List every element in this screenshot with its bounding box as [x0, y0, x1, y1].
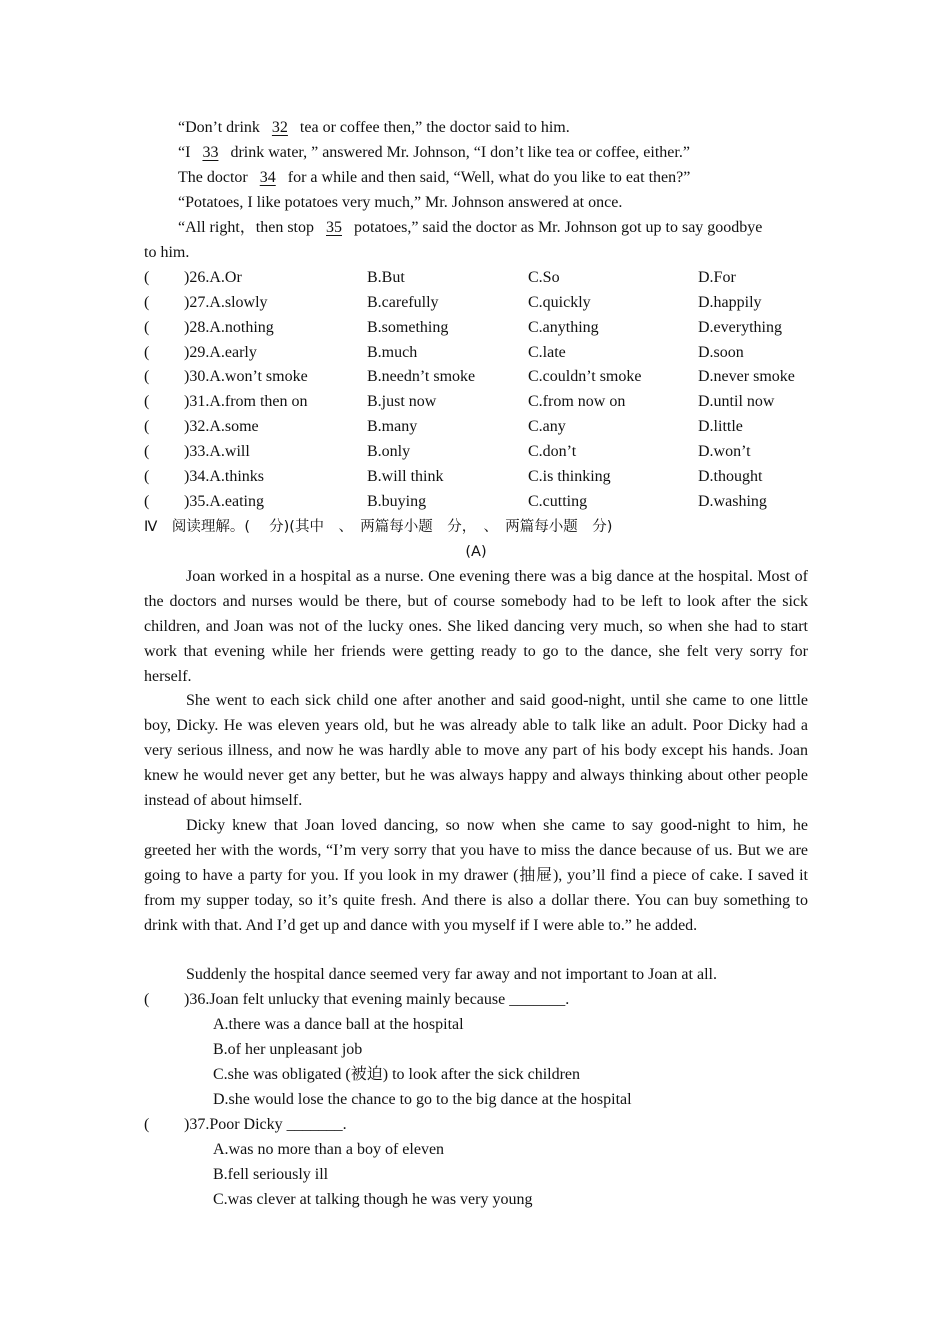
dialogue-text: “I — [178, 144, 191, 161]
section-heading: Ⅳ 阅读理解。( 分)(其中 、 两篇每小题 分， 、 两篇每小题 分) — [144, 519, 613, 535]
option-c: C.So — [528, 269, 560, 286]
question-choice: B.fell seriously ill — [213, 1166, 329, 1183]
option-a: )32.A.some — [184, 418, 259, 435]
cloze-blank: 33 — [202, 144, 219, 161]
cloze-blank: 34 — [259, 169, 276, 186]
option-d: D.For — [698, 269, 736, 286]
option-b: B.only — [367, 443, 411, 460]
dialogue-text: potatoes,” said the doctor as Mr. Johnson got up to say goodbye — [354, 219, 763, 236]
option-b: B.buying — [367, 493, 427, 510]
answer-paren[interactable]: ( — [144, 443, 150, 460]
dialogue-line — [144, 243, 808, 263]
question-text: )37.Poor Dicky _______. — [184, 1116, 347, 1133]
answer-paren[interactable]: ( — [144, 319, 150, 336]
dialogue-text: to him. — [144, 244, 190, 261]
cloze-blank: 32 — [271, 119, 288, 136]
question-choice: B.of her unpleasant job — [213, 1041, 363, 1058]
option-c: C.is thinking — [528, 468, 611, 485]
option-a: )34.A.thinks — [184, 468, 264, 485]
option-d: D.washing — [698, 493, 767, 510]
dialogue-text: tea or coffee then,” the doctor said to him. — [299, 119, 570, 136]
option-c: C.don’t — [528, 443, 577, 460]
answer-paren[interactable]: ( — [144, 493, 150, 510]
question-choice: C.she was obligated (被迫) to look after the sick children — [213, 1066, 581, 1083]
option-b: B.carefully — [367, 294, 439, 311]
dialogue-line — [178, 218, 808, 238]
option-c: C.from now on — [528, 393, 626, 410]
option-a: )35.A.eating — [184, 493, 264, 510]
option-b: B.will think — [367, 468, 444, 485]
option-c: C.any — [528, 418, 566, 435]
dialogue-line — [178, 168, 808, 188]
passage-paragraph: Joan worked in a hospital as a nurse. One evening there was a big dance at the hospital. Most of the doctors and nurses would be there, but of course somebody had to be left to look after the sick children, and Joan was not of the lucky ones. She liked dancing very much, so when she had to start work that evening while her friends were getting ready to go to the dance, she felt very sorry for herself. — [144, 568, 808, 685]
option-a: )29.A.early — [184, 344, 257, 361]
option-a: )31.A.from then on — [184, 393, 308, 410]
answer-paren[interactable]: ( — [144, 418, 150, 435]
dialogue-text: “Potatoes, I like potatoes very much,” Mr. Johnson answered at once. — [178, 194, 623, 211]
option-c: C.cutting — [528, 493, 588, 510]
option-d: D.little — [698, 418, 743, 435]
option-c: C.couldn’t smoke — [528, 368, 642, 385]
option-d: D.won’t — [698, 443, 751, 460]
passage-paragraph: Dicky knew that Joan loved dancing, so now when she came to say good-night to him, he greeted her with the words, “I’m very sorry that you have to miss the dance because of us. But we are going to have a party for you. If you look in my drawer (抽屉), you’ll find a piece of cake. I saved it from my supper today, so it’s quite fresh. And there is also a dollar there. You can buy something to drink with that. And I’d get up and dance with you myself if I were able to.” he added. — [144, 817, 808, 934]
option-b: B.much — [367, 344, 418, 361]
option-b: B.needn’t smoke — [367, 368, 476, 385]
option-d: D.everything — [698, 319, 782, 336]
answer-paren[interactable]: ( — [144, 344, 150, 361]
question-choice: C.was clever at talking though he was very young — [213, 1191, 533, 1208]
dialogue-text: “Don’t drink — [178, 119, 260, 136]
question-choice: A.was no more than a boy of eleven — [213, 1141, 445, 1158]
option-a: )26.A.Or — [184, 269, 242, 286]
answer-paren[interactable]: ( — [144, 991, 150, 1008]
question-choice: A.there was a dance ball at the hospital — [213, 1016, 464, 1033]
answer-paren[interactable]: ( — [144, 468, 150, 485]
option-b: B.But — [367, 269, 405, 286]
option-b: B.just now — [367, 393, 437, 410]
option-b: B.many — [367, 418, 418, 435]
option-d: D.soon — [698, 344, 744, 361]
dialogue-text: “All right，then stop — [178, 219, 314, 236]
answer-paren[interactable]: ( — [144, 269, 150, 286]
option-d: D.thought — [698, 468, 763, 485]
passage-label: (A) — [465, 544, 487, 560]
dialogue-line — [178, 118, 808, 138]
option-b: B.something — [367, 319, 449, 336]
option-d: D.until now — [698, 393, 775, 410]
passage-paragraph: She went to each sick child one after another and said good-night, until she came to one little boy, Dicky. He was eleven years old, but he was already able to talk like an adult. Poor Dicky had a very serious illness, and now he was hardly able to move any part of his body except his hands. Joan knew he would never get any better, but he was always happy and always thinking about other people instead of about himself. — [144, 692, 808, 809]
option-d: D.never smoke — [698, 368, 795, 385]
option-a: )28.A.nothing — [184, 319, 274, 336]
option-c: C.late — [528, 344, 566, 361]
passage-paragraph: Suddenly the hospital dance seemed very far away and not important to Joan at all. — [186, 966, 717, 983]
question-text: )36.Joan felt unlucky that evening mainly because _______. — [184, 991, 570, 1008]
answer-paren[interactable]: ( — [144, 1116, 150, 1133]
answer-paren[interactable]: ( — [144, 368, 150, 385]
answer-paren[interactable]: ( — [144, 294, 150, 311]
dialogue-text: for a while and then said, “Well, what do you like to eat then?” — [287, 169, 691, 186]
option-a: )30.A.won’t smoke — [184, 368, 308, 385]
dialogue-text: drink water, ” answered Mr. Johnson, “I don’t like tea or coffee, either.” — [230, 144, 690, 161]
dialogue-line — [178, 193, 808, 213]
option-c: C.quickly — [528, 294, 591, 311]
dialogue-text: The doctor — [178, 169, 248, 186]
option-c: C.anything — [528, 319, 599, 336]
cloze-blank: 35 — [326, 219, 342, 236]
answer-paren[interactable]: ( — [144, 393, 150, 410]
option-d: D.happily — [698, 294, 762, 311]
question-choice: D.she would lose the chance to go to the big dance at the hospital — [213, 1091, 632, 1108]
option-a: )33.A.will — [184, 443, 250, 460]
option-a: )27.A.slowly — [184, 294, 268, 311]
dialogue-line — [178, 143, 808, 163]
